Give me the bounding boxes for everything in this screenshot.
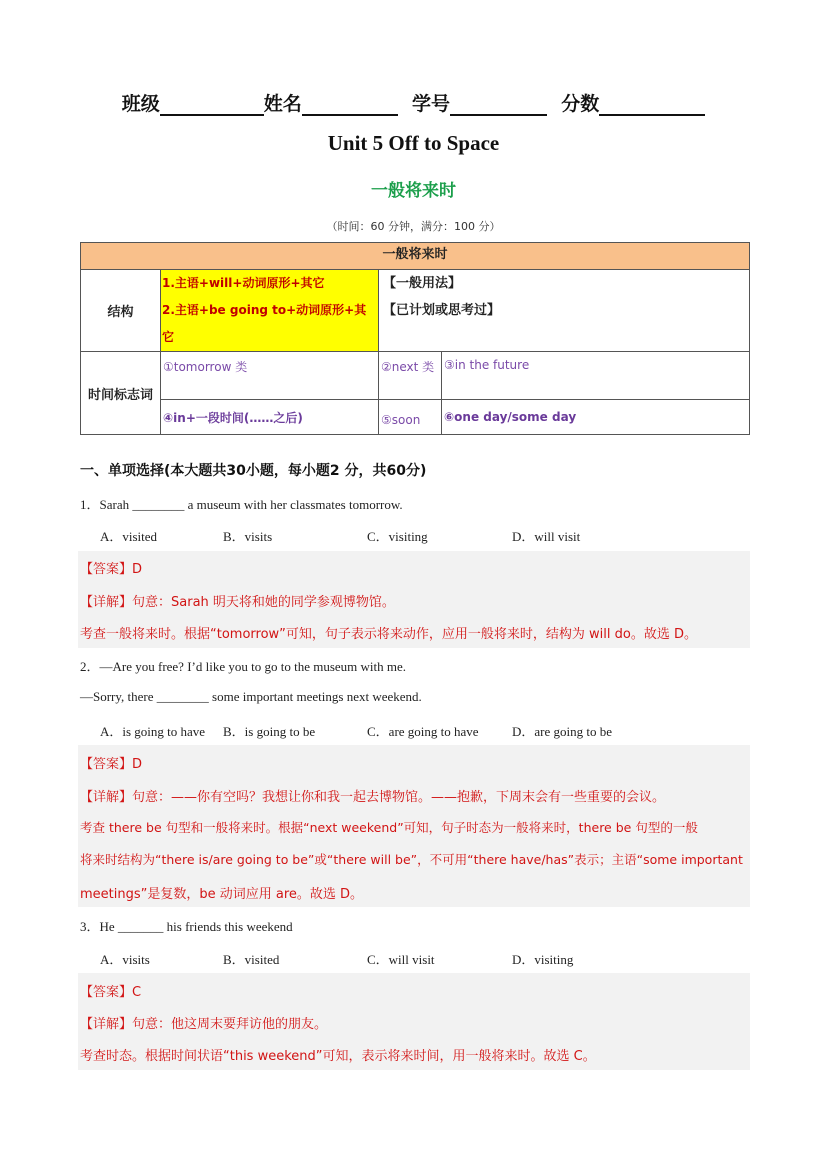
answer-3: 【答案】C [80, 985, 142, 1000]
explain-2-line: 考查 there be 句型和一般将来时。根据“next weekend”可知，句子时态为一般将来时，there be 句型的一般 [80, 820, 698, 835]
usage-item: 【已计划或思考过】 [383, 303, 501, 318]
explain-3-line: 【详解】句意：他这周末要拜访他的朋友。 [80, 1017, 328, 1032]
usage-cell [379, 270, 750, 352]
signal-cell: ③in the future [442, 352, 750, 400]
class-label: 班级 [121, 94, 160, 115]
option-c[interactable]: C．visiting [367, 529, 428, 544]
explain-2-line: 【详解】句意：——你有空吗？我想让你和我一起去博物馆。——抱歉，下周末会有一些重要的会议。 [80, 790, 666, 805]
option-b[interactable]: B．visited [223, 952, 280, 967]
signal-cell: ⑥one day/some day [442, 400, 750, 435]
answer-box-1 [78, 551, 750, 648]
explain-3-line: 考查时态。根据时间状语“this weekend”可知，表示将来时间，用一般将来时。故选 C。 [80, 1049, 596, 1064]
answer-box-2 [78, 745, 750, 907]
student-info-line [0, 89, 827, 116]
question-2-text: 2．—Are you free? I’d like you to go to the museum with me. [80, 659, 407, 674]
option-a[interactable]: A．is going to have [100, 724, 206, 739]
page-title: Unit 5 Off to Space [327, 131, 500, 155]
section-heading: 一、单项选择(本大题共30小题，每小题2 分，共60分) [80, 463, 427, 479]
signal-cell: ①tomorrow 类 [161, 352, 379, 400]
option-d[interactable]: D．visiting [512, 952, 574, 967]
option-b[interactable]: B．visits [223, 529, 273, 544]
structure-label: 结构 [81, 270, 161, 352]
page-subtitle: 一般将来时 [371, 181, 456, 201]
explain-2-line: 将来时结构为“there is/are going to be”或“there will be”，不可用“there have/has”表示；主语“some important [80, 852, 743, 867]
time-info: （时间：60 分钟，满分：100 分） [326, 220, 501, 233]
structure-cell [161, 270, 379, 352]
option-a[interactable]: A．visited [100, 529, 158, 544]
option-c[interactable]: C．will visit [367, 952, 435, 967]
answer-1: 【答案】D [80, 562, 143, 577]
explain-1-line: 【详解】句意：Sarah 明天将和她的同学参观博物馆。 [80, 595, 395, 610]
option-d[interactable]: D．will visit [512, 529, 581, 544]
structure-item: 1.主语+will+动词原形+其它 [162, 276, 325, 290]
question-1-text: 1．Sarah ________ a museum with her classmates tomorrow. [80, 497, 403, 512]
option-a[interactable]: A．visits [100, 952, 150, 967]
time-signal-label: 时间标志词 [81, 352, 161, 435]
grammar-table [80, 242, 750, 435]
answer-2: 【答案】D [80, 757, 143, 772]
table-header: 一般将来时 [81, 243, 750, 270]
explain-1-line: 考查一般将来时。根据“tomorrow”可知，句子表示将来动作，应用一般将来时，结构为 will do。故选 D。 [80, 627, 697, 642]
structure-item: 2.主语+be going to+动词原形+其它 [162, 303, 367, 344]
answer-box-3 [78, 973, 750, 1070]
option-c[interactable]: C．are going to have [367, 724, 479, 739]
option-d[interactable]: D．are going to be [512, 724, 613, 739]
usage-item: 【一般用法】 [383, 276, 462, 291]
question-3-text: 3．He _______ his friends this weekend [80, 919, 293, 934]
explain-2-line: meetings”是复数，be 动词应用 are。故选 D。 [80, 887, 364, 902]
name-label: 姓名 [263, 94, 302, 115]
score-blank[interactable] [599, 96, 705, 116]
class-blank[interactable] [160, 96, 264, 116]
score-label: 分数 [561, 94, 600, 115]
option-b[interactable]: B．is going to be [223, 724, 316, 739]
signal-cell: ④in+一段时间(……之后) [161, 400, 379, 435]
id-blank[interactable] [450, 96, 547, 116]
question-2-text: —Sorry, there ________ some important meetings next weekend. [80, 689, 422, 704]
signal-cell: ⑤soon [379, 400, 442, 435]
signal-cell: ②next 类 [379, 352, 442, 400]
id-label: 学号 [412, 94, 451, 115]
name-blank[interactable] [302, 96, 398, 116]
